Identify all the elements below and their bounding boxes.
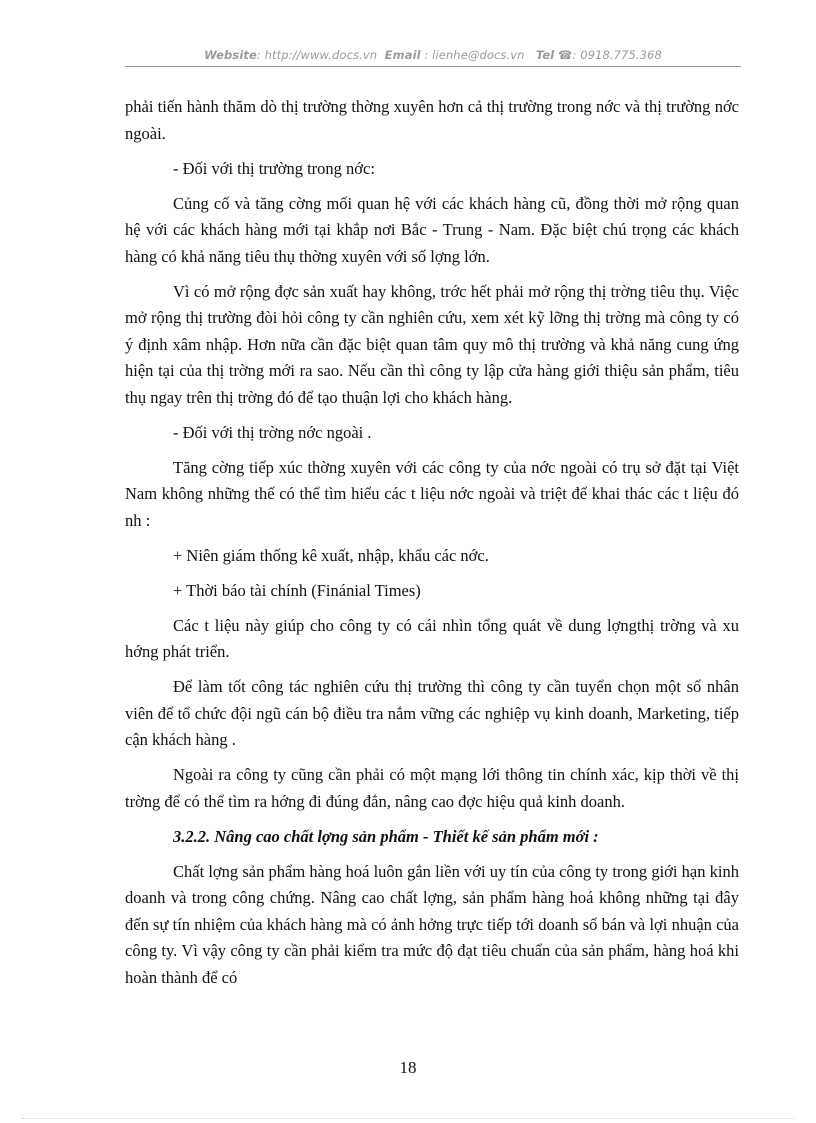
paragraph-1: phải tiến hành thăm dò thị trường thờng xuyên hơn cả thị trường trong nớc và thị trường nớc ngoài. bbox=[125, 97, 739, 143]
paragraph-3: Củng cố và tăng cờng mối quan hệ với các khách hàng cũ, đồng thời mở rộng quan hệ với các khách hàng mới tại khắp nơi Bắc - Trung - Nam. Đặc biệt chú trọng các khách hàng có khả năng tiêu thụ thờng xuyên với số lợng lớn. bbox=[125, 193, 739, 266]
paragraph-foreign-heading: - Đối với thị trờng nớc ngoài . bbox=[173, 422, 372, 442]
tel-label: Tel bbox=[535, 48, 555, 62]
email-value: : lienhe@docs.vn bbox=[424, 48, 525, 62]
paragraph-10: Để làm tốt công tác nghiên cứu thị trường thì công ty cần tuyển chọn một số nhân viên để tổ chức đội ngũ cán bộ điều tra nắm vững các nghiệp vụ kinh doanh, Marketing, tiếp cận khách hàng . bbox=[125, 677, 739, 749]
phone-icon: ☎ bbox=[558, 48, 573, 62]
paragraph-9: Các t liệu này giúp cho công ty có cái nhìn tổng quát về dung lợngthị trờng và xu hớng phát triển. bbox=[125, 615, 739, 661]
header-divider bbox=[125, 66, 741, 67]
website-value: : http://www.docs.vn bbox=[256, 48, 378, 62]
paragraph-final: Chất lợng sản phẩm hàng hoá luôn gắn liền với uy tín của công ty trong giới hạn kinh doanh và trong công chứng. Nâng cao chất lợng, sản phẩm hàng hoá không những tại đây đến sự tín nhiệm của khách hàng mà có ảnh hởng trực tiếp tới doanh số bán và lợi nhuận của công ty. Vì vậy công ty cần phải kiểm tra mức độ đạt tiêu chuẩn của sản phẩm, hàng hoá khi hoàn thành để có bbox=[125, 861, 739, 987]
body-text bbox=[125, 94, 739, 1000]
paragraph-4: Vì có mở rộng đợc sản xuất hay không, trớc hết phải mở rộng thị trờng tiêu thụ. Việc mở rộng thị trường đòi hỏi công ty cần nghiên cứu, xem xét kỹ lỡng thị trờng mà công ty có ý định xâm nhập. Hơn nữa cần đặc biệt quan tâm quy mô thị trường và khả năng cung ứng hiện tại của thị trờng mới ra sao. Nếu cần thì công ty lập cửa hàng giới thiệu sản phẩm, tiêu thụ ngay trên thị trờng đó để tạo thuận lợi cho khách hàng. bbox=[125, 281, 739, 407]
email-label: Email bbox=[384, 48, 421, 62]
list-item-statistics: + Niên giám thống kê xuất, nhập, khẩu các nớc. bbox=[173, 545, 489, 565]
page-number: 18 bbox=[399, 1058, 417, 1077]
list-item-financial-times: + Thời báo tài chính (Finánial Times) bbox=[173, 580, 421, 600]
website-label: Website bbox=[204, 48, 257, 62]
footer-divider bbox=[22, 1118, 794, 1119]
page-header bbox=[125, 48, 741, 62]
tel-value: : 0918.775.368 bbox=[572, 48, 662, 62]
section-heading: 3.2.2. Nâng cao chất lợng sản phẩm - Thiết kế sản phẩm mới : bbox=[173, 826, 599, 846]
paragraph-11: Ngoài ra công ty cũng cần phải có một mạng lới thông tin chính xác, kịp thời về thị trờng để có thể tìm ra hớng đi đúng đắn, nâng cao đợc hiệu quả kinh doanh. bbox=[125, 765, 739, 811]
paragraph-domestic-heading: - Đối với thị trường trong nớc: bbox=[173, 158, 375, 178]
paragraph-6: Tăng cờng tiếp xúc thờng xuyên với các công ty của nớc ngoài có trụ sở đặt tại Việt Nam không những thế có thể tìm hiểu các t liệu nớc ngoài và triệt để khai thác các t liệu đó nh : bbox=[125, 457, 739, 530]
